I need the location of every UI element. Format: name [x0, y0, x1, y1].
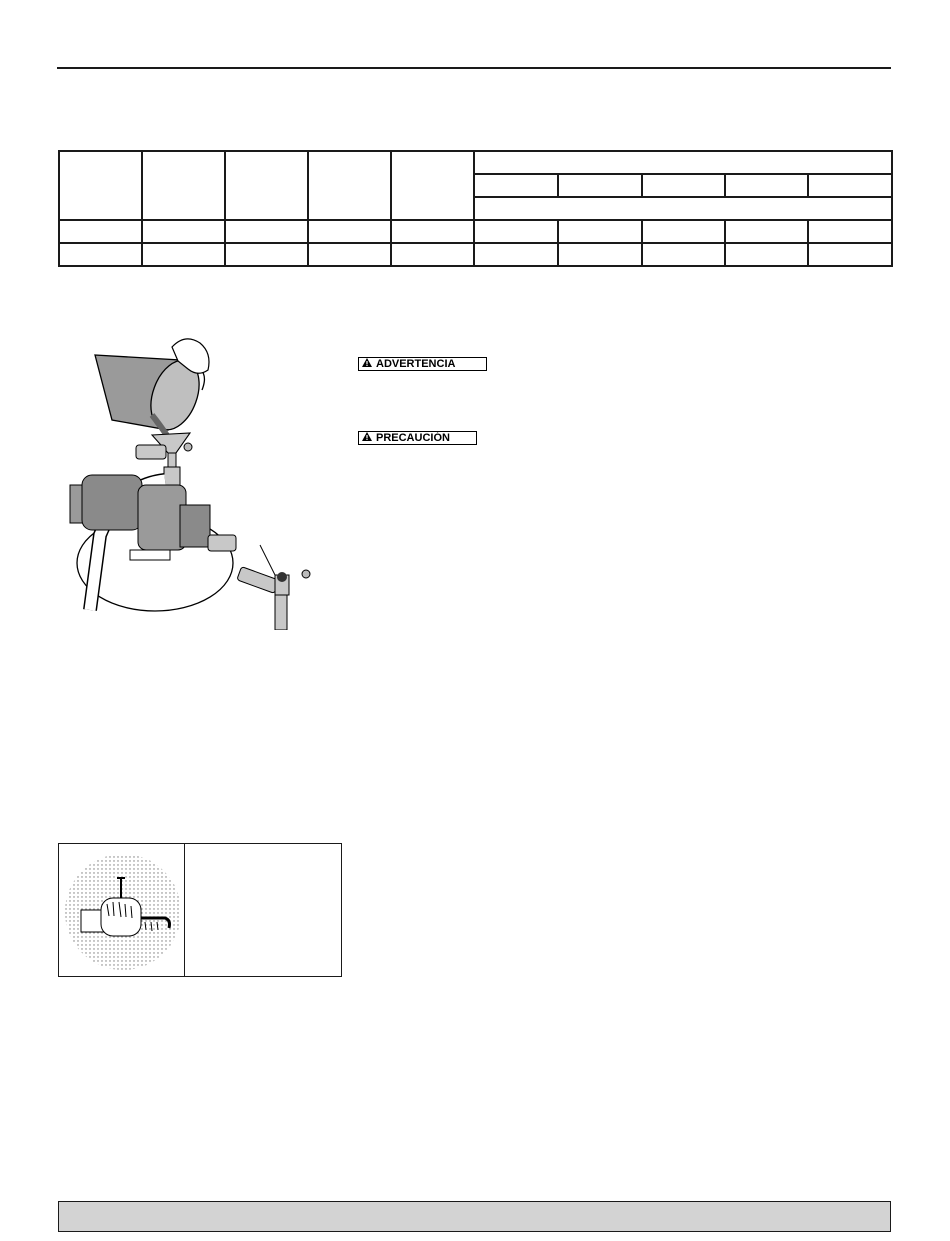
warning-triangle-icon	[362, 432, 372, 444]
table-header-cell	[308, 151, 391, 220]
table-cell	[725, 243, 808, 266]
table-unit-row	[474, 197, 892, 220]
table-cell	[59, 220, 142, 243]
precaucion-text: PRECAUCIÓN	[376, 432, 450, 444]
table-cell	[558, 220, 642, 243]
table-cell	[808, 243, 892, 266]
footer-bar	[58, 1201, 891, 1232]
table-header-cell	[142, 151, 225, 220]
table-cell	[642, 220, 725, 243]
table-subheader-cell	[725, 174, 808, 197]
table-cell	[391, 220, 474, 243]
pump-priming-illustration-icon	[60, 325, 320, 630]
table-subheader-cell	[558, 174, 642, 197]
table-subheader-cell	[642, 174, 725, 197]
table-cell	[225, 220, 308, 243]
advertencia-text: ADVERTENCIA	[376, 358, 456, 370]
table-cell	[308, 220, 391, 243]
table-cell	[225, 243, 308, 266]
table-cell	[474, 243, 558, 266]
table-cell	[808, 220, 892, 243]
header-rule	[57, 67, 891, 69]
table-header-cell	[59, 151, 142, 220]
table-header-cell	[391, 151, 474, 220]
table-cell	[142, 220, 225, 243]
table-cell	[725, 220, 808, 243]
advertencia-warning-label	[358, 357, 487, 371]
table-subheader-cell	[808, 174, 892, 197]
warning-triangle-icon	[362, 358, 372, 370]
table-cell	[558, 243, 642, 266]
table-cell	[391, 243, 474, 266]
table-cell	[308, 243, 391, 266]
table-cell	[474, 220, 558, 243]
table-group-header	[474, 151, 892, 174]
table-cell	[59, 243, 142, 266]
figure-divider	[184, 844, 185, 976]
table-cell	[142, 243, 225, 266]
table-header-cell	[225, 151, 308, 220]
table-cell	[642, 243, 725, 266]
precaucion-warning-label	[358, 431, 477, 445]
freeze-warning-figure	[58, 843, 342, 977]
spec-table	[58, 150, 893, 267]
table-subheader-cell	[474, 174, 558, 197]
pump-freeze-warning-icon	[61, 848, 183, 974]
